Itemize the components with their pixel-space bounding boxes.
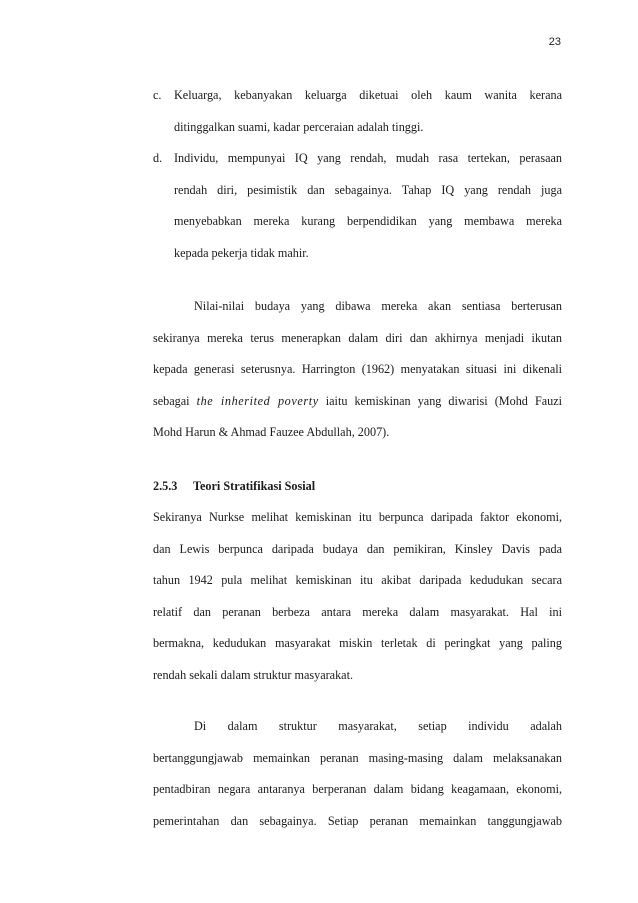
paragraph-line: dan Lewis berpunca daripada budaya dan pemikiran, Kinsley Davis pada — [153, 541, 562, 556]
paragraph-line: pentadbiran negara antaranya berperanan dalam bidang keagamaan, ekonomi, — [153, 782, 562, 796]
list-line: kepada pekerja tidak mahir. — [174, 245, 309, 260]
paragraph-line: rendah sekali dalam struktur masyarakat. — [153, 667, 354, 682]
list-line: rendah diri, pesimistik dan sebagainya. Tahap IQ yang rendah juga — [174, 182, 562, 197]
list-line: ditinggalkan suami, kadar perceraian adalah tinggi. — [174, 119, 424, 134]
paragraph-roles — [153, 711, 562, 837]
paragraph-line: pemerintahan dan sebagainya. Setiap peranan memainkan tanggungjawab — [153, 813, 562, 828]
paragraph-line: bermakna, kedudukan masyarakat miskin terletak di peringkat yang paling — [153, 636, 562, 650]
list-marker: c. — [153, 88, 162, 102]
paragraph-stratification — [153, 502, 562, 691]
list-line — [153, 80, 562, 112]
list-item-c — [153, 80, 562, 143]
paragraph-text: sebagai — [153, 393, 190, 408]
paragraph-line: Mohd Harun & Ahmad Fauzee Abdullah, 2007). — [153, 425, 390, 439]
section-heading — [153, 471, 562, 503]
paragraph-line: bertanggungjawab memainkan peranan masing-masing dalam melaksanakan — [153, 750, 562, 765]
list-marker: d. — [153, 151, 163, 165]
page-body — [153, 80, 562, 837]
section-title: Teori Stratifikasi Sosial — [193, 478, 316, 493]
paragraph-line: Nilai-nilai budaya yang dibawa mereka akan sentiasa berterusan — [194, 299, 562, 313]
list-text: Individu, mempunyai IQ yang rendah, mudah rasa tertekan, perasaan — [174, 151, 562, 165]
paragraph-line — [153, 386, 562, 418]
italic-term: the inherited poverty — [196, 393, 319, 408]
paragraph-line: Sekiranya Nurkse melihat kemiskinan itu berpunca daripada faktor ekonomi, — [153, 510, 562, 524]
section-number: 2.5.3 — [153, 478, 178, 493]
page-number: 23 — [548, 36, 561, 48]
paragraph-line: sekiranya mereka terus menerapkan dalam diri dan akhirnya menjadi ikutan — [153, 330, 562, 345]
list-line: menyebabkan mereka kurang berpendidikan yang membawa mereka — [174, 214, 562, 228]
list-text: Keluarga, kebanyakan keluarga diketuai oleh kaum wanita kerana — [174, 88, 562, 102]
list-line — [153, 143, 562, 175]
paragraph-line: relatif dan peranan berbeza antara mereka dalam masyarakat. Hal ini — [153, 604, 562, 619]
paragraph-text: iaitu kemiskinan yang diwarisi (Mohd Fauzi — [325, 393, 562, 408]
paragraph-line: kepada generasi seterusnya. Harrington (1962) menyatakan situasi ini dikenali — [153, 362, 562, 376]
paragraph-line: Di dalam struktur masyarakat, setiap individu adalah — [194, 719, 562, 733]
paragraph-inherited-poverty — [153, 291, 562, 449]
paragraph-line: tahun 1942 pula melihat kemiskinan itu akibat daripada kedudukan secara — [153, 573, 562, 587]
list-item-d — [153, 143, 562, 269]
